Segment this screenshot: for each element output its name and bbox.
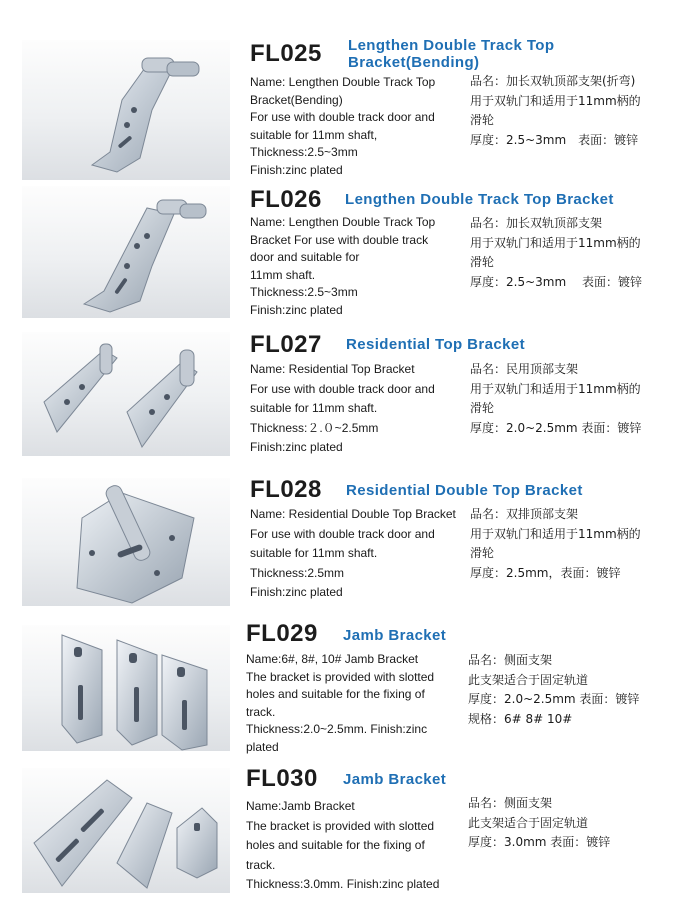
- fl026-code: FL026: [250, 186, 322, 213]
- description-line: Name: Residential Top Bracket: [250, 362, 415, 376]
- fl029-english-description: [246, 651, 461, 756]
- description-line: Thickness:２.０~2.5mm: [250, 420, 379, 435]
- description-line: Bracket(Bending): [250, 92, 343, 107]
- fl028-chinese-description: [470, 505, 680, 583]
- description-line: 规格：6# 8# 10#: [468, 711, 573, 726]
- fl027-english-description: [250, 360, 465, 458]
- description-line: 滑轮: [470, 113, 495, 127]
- fl030-bracket-image: [22, 768, 230, 893]
- fl025-chinese-description: [470, 72, 680, 150]
- description-line: 品名：侧面支架: [468, 653, 553, 667]
- description-line: Thickness:2.0~2.5mm. Finish:zinc: [246, 722, 428, 736]
- description-line: For use with double track door and: [250, 381, 435, 396]
- fl025-product-photo: [22, 40, 230, 180]
- fl026-bracket-image: [22, 186, 230, 318]
- description-line: 品名：民用顶部支架: [470, 362, 579, 376]
- fl030-title: [343, 771, 446, 788]
- description-line: suitable for 11mm shaft,: [250, 127, 378, 142]
- description-line: 11mm shaft.: [250, 267, 316, 282]
- description-line: suitable for 11mm shaft.: [250, 401, 378, 415]
- description-line: holes and suitable for the fixing of: [246, 838, 425, 852]
- description-line: Name: Lengthen Double Track Top: [250, 215, 436, 229]
- description-line: 品名：双排顶部支架: [470, 507, 579, 521]
- description-line: 厚度：2.0~2.5mm 表面：镀锌: [468, 692, 640, 706]
- description-line: 用于双轨门和适用于11mm柄的: [470, 526, 641, 541]
- description-line: The bracket is provided with slotted: [246, 669, 435, 684]
- fl025-title: [348, 37, 554, 71]
- fl029-product-photo: [22, 625, 230, 751]
- description-line: Bracket For use with double track: [250, 232, 429, 247]
- description-line: track.: [246, 857, 276, 872]
- fl027-title: [346, 336, 525, 353]
- fl029-chinese-description: [468, 651, 678, 729]
- fl027-chinese-description: [470, 360, 680, 438]
- description-line: 滑轮: [470, 546, 495, 560]
- fl029-code: FL029: [246, 620, 318, 647]
- description-line: Thickness:2.5~3mm: [250, 145, 358, 159]
- description-line: Thickness:2.5mm: [250, 565, 345, 580]
- fl025-title-line: Lengthen Double Track Top: [348, 37, 555, 54]
- fl026-chinese-description: [470, 214, 680, 292]
- description-line: track.: [246, 704, 276, 719]
- description-line: 滑轮: [470, 401, 495, 415]
- fl027-title-line: Residential Top Bracket: [346, 336, 525, 353]
- description-line: 厚度：3.0mm 表面：镀锌: [468, 835, 611, 849]
- description-line: door and suitable for: [250, 250, 360, 264]
- description-line: suitable for 11mm shaft.: [250, 546, 378, 560]
- fl027-code: FL027: [250, 331, 322, 358]
- description-line: 厚度：2.5mm，表面：镀锌: [470, 565, 621, 580]
- fl025-english-description: [250, 74, 465, 179]
- fl026-product-photo: [22, 186, 230, 318]
- description-line: 用于双轨门和适用于11mm柄的: [470, 93, 641, 108]
- description-line: Name:6#, 8#, 10# Jamb Bracket: [246, 652, 419, 666]
- fl026-title: [345, 191, 614, 208]
- description-line: 滑轮: [470, 255, 495, 269]
- description-line: Thickness:3.0mm. Finish:zinc plated: [246, 877, 440, 891]
- fl025-code: FL025: [250, 40, 322, 67]
- fl025-title-line: Bracket(Bending): [348, 54, 480, 71]
- description-line: 厚度：2.5~3mm 表面：镀锌: [470, 132, 639, 147]
- fl028-bracket-image: [22, 478, 230, 606]
- fl028-product-photo: [22, 478, 230, 606]
- fl028-english-description: [250, 505, 465, 603]
- description-line: Thickness:2.5~3mm: [250, 285, 358, 299]
- description-line: 厚度：2.0~2.5mm 表面：镀锌: [470, 420, 642, 435]
- fl029-title: [343, 627, 446, 644]
- fl030-product-photo: [22, 768, 230, 893]
- fl030-title-line: Jamb Bracket: [343, 771, 447, 788]
- fl028-title: [346, 482, 583, 499]
- description-line: For use with double track door and: [250, 526, 435, 541]
- description-line: The bracket is provided with slotted: [246, 818, 435, 833]
- description-line: 品名：侧面支架: [468, 796, 553, 810]
- fl025-bracket-image: [22, 40, 230, 180]
- description-line: Finish:zinc plated: [250, 162, 343, 177]
- fl030-chinese-description: [468, 794, 678, 853]
- fl026-title-line: Lengthen Double Track Top Bracket: [345, 191, 614, 208]
- description-line: Name:Jamb Bracket: [246, 799, 355, 813]
- fl030-english-description: [246, 797, 461, 895]
- fl026-english-description: [250, 214, 465, 319]
- description-line: 品名：加长双轨顶部支架: [470, 216, 603, 230]
- description-line: Name: Residential Double Top Bracket: [250, 507, 456, 521]
- fl029-bracket-image: [22, 625, 230, 751]
- description-line: Finish:zinc plated: [250, 585, 343, 599]
- fl027-product-photo: [22, 332, 230, 456]
- description-line: 用于双轨门和适用于11mm柄的: [470, 235, 641, 250]
- description-line: 此支架适合于固定轨道: [468, 672, 589, 687]
- description-line: Name: Lengthen Double Track Top: [250, 75, 436, 89]
- description-line: plated: [246, 739, 279, 754]
- description-line: For use with double track door and: [250, 110, 435, 124]
- fl028-code: FL028: [250, 476, 322, 503]
- description-line: 厚度：2.5~3mm 表面：镀锌: [470, 274, 642, 289]
- description-line: 用于双轨门和适用于11mm柄的: [470, 381, 641, 396]
- description-line: Finish:zinc plated: [250, 302, 343, 317]
- description-line: 此支架适合于固定轨道: [468, 815, 589, 830]
- fl029-title-line: Jamb Bracket: [343, 627, 447, 644]
- fl027-bracket-image: [22, 332, 230, 456]
- fl028-title-line: Residential Double Top Bracket: [346, 482, 583, 499]
- description-line: Finish:zinc plated: [250, 440, 343, 454]
- description-line: 品名：加长双轨顶部支架(折弯): [470, 74, 636, 88]
- description-line: holes and suitable for the fixing of: [246, 687, 425, 701]
- fl030-code: FL030: [246, 765, 318, 792]
